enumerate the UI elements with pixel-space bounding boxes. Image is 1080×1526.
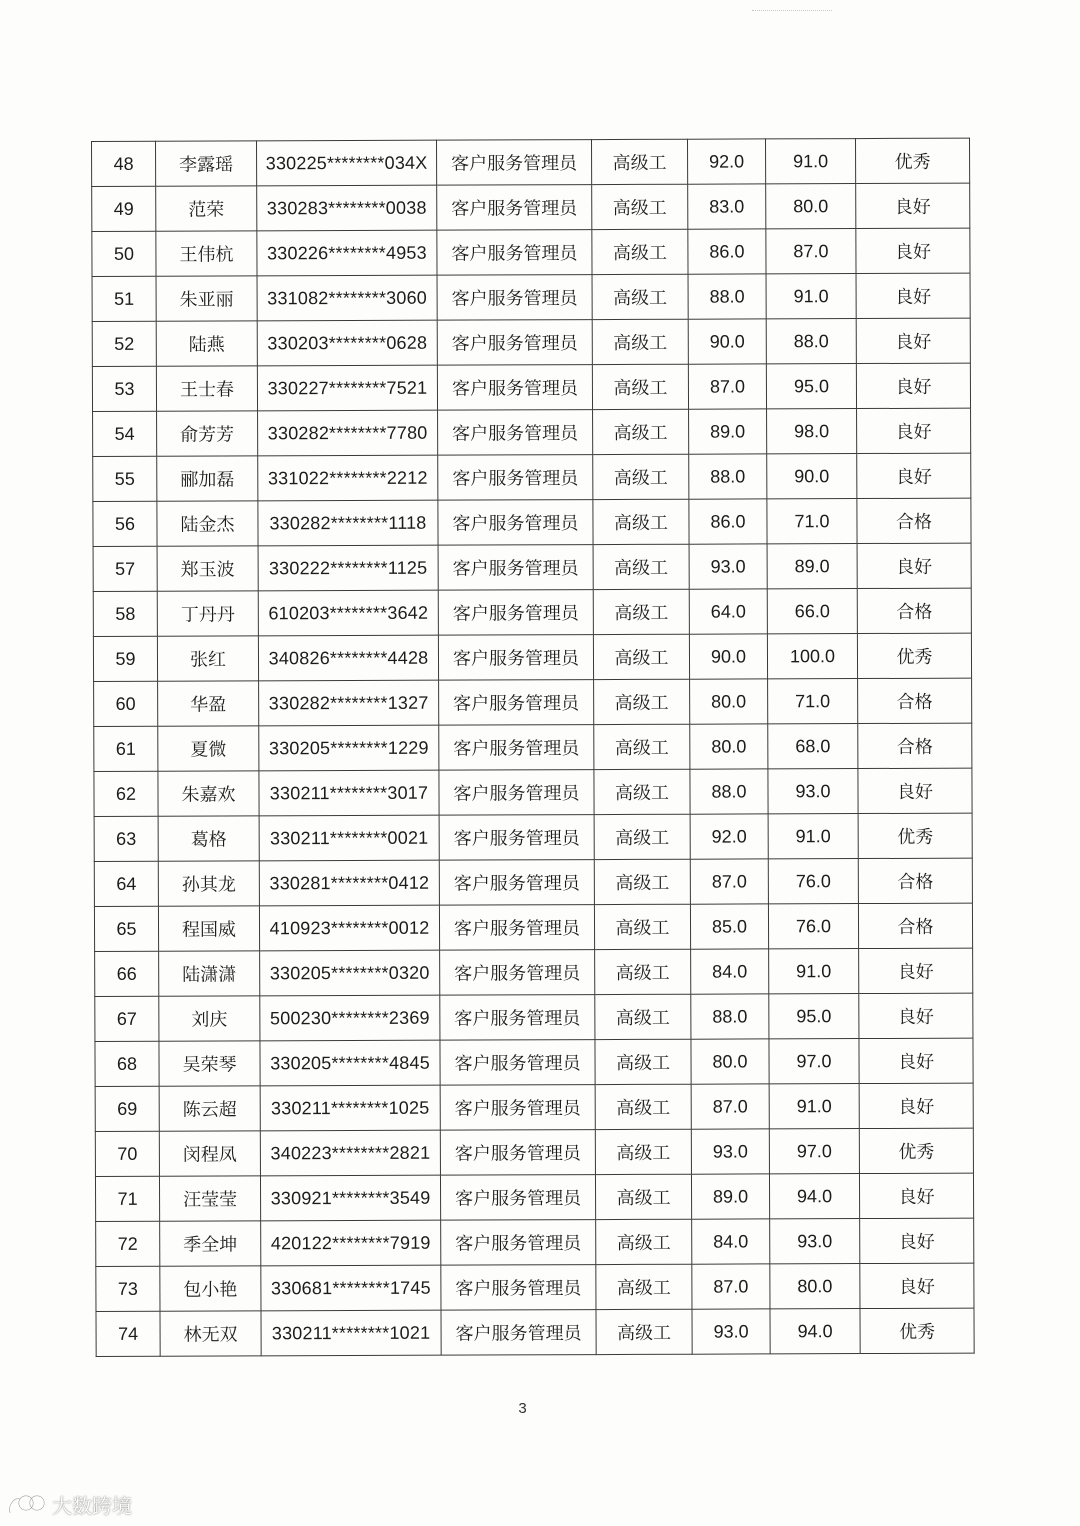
skill-level-cell: 高级工 [592,184,688,229]
name-cell: 范荣 [156,186,257,231]
table-row [94,768,972,816]
occupation-cell: 客户服务管理员 [441,1310,596,1356]
name-cell: 陈云超 [159,1086,260,1131]
practical-score-cell: 80.0 [770,1264,860,1309]
table-row [93,543,971,591]
table-row [95,1083,973,1131]
occupation-cell: 客户服务管理员 [437,185,592,231]
practical-score-cell: 100.0 [767,634,857,679]
name-cell: 包小艳 [160,1266,261,1311]
row-number: 73 [96,1266,160,1311]
theory-score-cell: 83.0 [688,184,766,229]
theory-score-cell: 93.0 [691,1129,769,1174]
row-number: 56 [93,501,157,546]
theory-score-cell: 88.0 [689,454,767,499]
name-cell: 王士春 [156,366,257,411]
grade-cell: 合格 [858,678,972,723]
theory-score-cell: 93.0 [692,1309,770,1354]
id-number-cell: 330203********0628 [257,320,437,366]
theory-score-cell: 86.0 [688,229,766,274]
id-number-cell: 330681********1745 [261,1265,441,1311]
table-row [92,183,970,231]
table-row [93,498,971,546]
grade-cell: 良好 [860,1218,974,1263]
skill-level-cell: 高级工 [595,1129,691,1174]
practical-score-cell: 71.0 [768,679,858,724]
scan-artifact [752,10,832,14]
skill-level-cell: 高级工 [594,769,690,814]
id-number-cell: 340826********4428 [258,635,438,681]
grade-cell: 优秀 [858,813,972,858]
occupation-cell: 客户服务管理员 [440,950,595,996]
row-number: 55 [93,456,157,501]
practical-score-cell: 98.0 [767,409,857,454]
row-number: 66 [95,951,159,996]
practical-score-cell: 95.0 [769,994,859,1039]
practical-score-cell: 97.0 [769,1039,859,1084]
table-row [92,228,970,276]
grade-cell: 良好 [857,453,971,498]
watermark [6,1490,132,1519]
table-row [95,1038,973,1086]
skill-level-cell: 高级工 [592,364,688,409]
skill-level-cell: 高级工 [591,139,687,184]
practical-score-cell: 91.0 [768,814,858,859]
grade-cell: 良好 [859,993,973,1038]
grade-cell: 良好 [856,183,970,228]
row-number: 70 [95,1131,159,1176]
practical-score-cell: 94.0 [770,1309,860,1354]
row-number: 67 [95,996,159,1041]
occupation-cell: 客户服务管理员 [439,815,594,861]
practical-score-cell: 80.0 [766,184,856,229]
grade-cell: 优秀 [859,1128,973,1173]
id-number-cell: 330281********0412 [259,860,439,906]
grade-cell: 良好 [856,228,970,273]
id-number-cell: 330282********1327 [259,680,439,726]
practical-score-cell: 90.0 [767,454,857,499]
theory-score-cell: 87.0 [691,1084,769,1129]
practical-score-cell: 91.0 [766,274,856,319]
practical-score-cell: 95.0 [766,364,856,409]
row-number: 62 [94,771,158,816]
practical-score-cell: 76.0 [768,859,858,904]
id-number-cell: 330211********0021 [259,815,439,861]
row-number: 58 [93,591,157,636]
table-row [95,948,973,996]
name-cell: 俞芳芳 [157,411,258,456]
occupation-cell: 客户服务管理员 [438,500,593,546]
id-number-cell: 330227********7521 [257,365,437,411]
occupation-cell: 客户服务管理员 [440,1130,595,1176]
table-row [95,993,973,1041]
skill-level-cell: 高级工 [594,724,690,769]
id-number-cell: 330921********3549 [260,1175,440,1221]
theory-score-cell: 84.0 [692,1219,770,1264]
practical-score-cell: 97.0 [769,1129,859,1174]
table-row [93,588,971,636]
skill-level-cell: 高级工 [595,1084,691,1129]
logo-mark-icon [6,1491,46,1519]
skill-level-cell: 高级工 [593,499,689,544]
row-number: 50 [92,231,156,276]
grade-cell: 合格 [858,858,972,903]
table-row [93,453,971,501]
occupation-cell: 客户服务管理员 [437,275,592,321]
table-row [92,273,970,321]
id-number-cell: 420122********7919 [261,1220,441,1266]
row-number: 60 [94,681,158,726]
id-number-cell: 330211********1025 [260,1085,440,1131]
theory-score-cell: 87.0 [688,364,766,409]
name-cell: 季全坤 [160,1221,261,1266]
name-cell: 林无双 [160,1311,261,1356]
table-row [92,138,970,186]
skill-level-cell: 高级工 [596,1219,692,1264]
id-number-cell: 340223********2821 [260,1130,440,1176]
id-number-cell: 330205********4845 [260,1040,440,1086]
name-cell: 程国威 [158,906,259,951]
practical-score-cell: 76.0 [768,904,858,949]
skill-level-cell: 高级工 [592,319,688,364]
theory-score-cell: 92.0 [690,814,768,859]
occupation-cell: 客户服务管理员 [436,140,591,186]
grade-cell: 良好 [859,948,973,993]
name-cell: 汪莹莹 [159,1176,260,1221]
theory-score-cell: 90.0 [688,319,766,364]
theory-score-cell: 80.0 [690,679,768,724]
name-cell: 吴荣琴 [159,1041,260,1086]
skill-level-cell: 高级工 [594,904,690,949]
occupation-cell: 客户服务管理员 [439,905,594,951]
table-row [95,1128,973,1176]
row-number: 59 [93,636,157,681]
name-cell: 孙其龙 [158,861,259,906]
row-number: 57 [93,546,157,591]
id-number-cell: 330282********1118 [258,500,438,546]
name-cell: 葛格 [158,816,259,861]
row-number: 53 [92,366,156,411]
occupation-cell: 客户服务管理员 [440,995,595,1041]
row-number: 72 [96,1221,160,1266]
row-number: 65 [94,906,158,951]
id-number-cell: 331022********2212 [258,455,438,501]
grade-cell: 良好 [856,318,970,363]
occupation-cell: 客户服务管理员 [441,1265,596,1311]
id-number-cell: 330225********034X [257,140,437,186]
practical-score-cell: 89.0 [767,544,857,589]
table-row [94,678,972,726]
theory-score-cell: 90.0 [689,634,767,679]
name-cell: 郦加磊 [157,456,258,501]
name-cell: 张红 [157,636,258,681]
id-number-cell: 500230********2369 [260,995,440,1041]
practical-score-cell: 91.0 [765,139,855,184]
skill-level-cell: 高级工 [592,274,688,319]
row-number: 61 [94,726,158,771]
grade-cell: 良好 [856,363,970,408]
occupation-cell: 客户服务管理员 [438,590,593,636]
skill-level-cell: 高级工 [596,1309,692,1354]
table-row [96,1263,974,1311]
table-row [95,1173,973,1221]
occupation-cell: 客户服务管理员 [438,545,593,591]
occupation-cell: 客户服务管理员 [439,680,594,726]
row-number: 63 [94,816,158,861]
skill-level-cell: 高级工 [595,1174,691,1219]
table-row [92,363,970,411]
occupation-cell: 客户服务管理员 [440,1175,595,1221]
theory-score-cell: 85.0 [690,904,768,949]
row-number: 69 [95,1086,159,1131]
skill-level-cell: 高级工 [595,949,691,994]
skill-level-cell: 高级工 [594,814,690,859]
table-row [93,633,971,681]
name-cell: 李露瑶 [156,141,257,186]
grade-cell: 合格 [858,723,972,768]
name-cell: 夏微 [158,726,259,771]
theory-score-cell: 64.0 [689,589,767,634]
score-table-body [92,138,975,1356]
skill-level-cell: 高级工 [595,994,691,1039]
skill-level-cell: 高级工 [596,1264,692,1309]
row-number: 54 [93,411,157,456]
row-number: 52 [92,321,156,366]
practical-score-cell: 71.0 [767,499,857,544]
id-number-cell: 331082********3060 [257,275,437,321]
skill-level-cell: 高级工 [593,634,689,679]
score-table [91,138,975,1357]
row-number: 71 [95,1176,159,1221]
watermark-text: 大数跨境 [52,1494,132,1518]
id-number-cell: 330205********0320 [260,950,440,996]
row-number: 64 [94,861,158,906]
row-number: 51 [92,276,156,321]
id-number-cell: 330222********1125 [258,545,438,591]
id-number-cell: 330205********1229 [259,725,439,771]
occupation-cell: 客户服务管理员 [439,770,594,816]
practical-score-cell: 68.0 [768,724,858,769]
practical-score-cell: 66.0 [767,589,857,634]
theory-score-cell: 89.0 [689,409,767,454]
table-row [92,318,970,366]
table-row [94,813,972,861]
id-number-cell: 610203********3642 [258,590,438,636]
occupation-cell: 客户服务管理员 [439,860,594,906]
table-row [94,903,972,951]
occupation-cell: 客户服务管理员 [438,410,593,456]
practical-score-cell: 87.0 [766,229,856,274]
theory-score-cell: 88.0 [688,274,766,319]
grade-cell: 良好 [859,1083,973,1128]
grade-cell: 良好 [856,273,970,318]
grade-cell: 良好 [859,1173,973,1218]
row-number: 48 [92,141,156,186]
name-cell: 闵程凤 [159,1131,260,1176]
occupation-cell: 客户服务管理员 [438,455,593,501]
page-number: 3 [518,1400,527,1417]
occupation-cell: 客户服务管理员 [441,1220,596,1266]
table-row [94,858,972,906]
occupation-cell: 客户服务管理员 [438,635,593,681]
theory-score-cell: 84.0 [691,949,769,994]
row-number: 68 [95,1041,159,1086]
occupation-cell: 客户服务管理员 [437,230,592,276]
grade-cell: 良好 [857,543,971,588]
grade-cell: 合格 [857,588,971,633]
name-cell: 王伟杭 [156,231,257,276]
grade-cell: 良好 [858,768,972,813]
theory-score-cell: 92.0 [687,139,765,184]
id-number-cell: 330211********1021 [261,1310,441,1356]
occupation-cell: 客户服务管理员 [437,365,592,411]
skill-level-cell: 高级工 [593,589,689,634]
skill-level-cell: 高级工 [594,859,690,904]
grade-cell: 良好 [860,1263,974,1308]
row-number: 74 [96,1311,160,1356]
score-table-container [91,138,975,1357]
name-cell: 华盈 [158,681,259,726]
name-cell: 刘庆 [159,996,260,1041]
skill-level-cell: 高级工 [593,409,689,454]
skill-level-cell: 高级工 [592,229,688,274]
occupation-cell: 客户服务管理员 [440,1040,595,1086]
name-cell: 朱嘉欢 [158,771,259,816]
theory-score-cell: 87.0 [692,1264,770,1309]
occupation-cell: 客户服务管理员 [437,320,592,366]
table-row [93,408,971,456]
skill-level-cell: 高级工 [594,679,690,724]
id-number-cell: 330283********0038 [257,185,437,231]
theory-score-cell: 93.0 [689,544,767,589]
id-number-cell: 410923********0012 [259,905,439,951]
name-cell: 陆金杰 [157,501,258,546]
occupation-cell: 客户服务管理员 [440,1085,595,1131]
id-number-cell: 330282********7780 [258,410,438,456]
practical-score-cell: 94.0 [769,1174,859,1219]
theory-score-cell: 88.0 [691,994,769,1039]
skill-level-cell: 高级工 [593,454,689,499]
grade-cell: 良好 [857,408,971,453]
id-number-cell: 330226********4953 [257,230,437,276]
table-row [94,723,972,771]
practical-score-cell: 93.0 [770,1219,860,1264]
theory-score-cell: 80.0 [690,724,768,769]
name-cell: 陆潇潇 [159,951,260,996]
name-cell: 陆燕 [156,321,257,366]
name-cell: 朱亚丽 [156,276,257,321]
theory-score-cell: 89.0 [691,1174,769,1219]
theory-score-cell: 88.0 [690,769,768,814]
practical-score-cell: 88.0 [766,319,856,364]
occupation-cell: 客户服务管理员 [439,725,594,771]
practical-score-cell: 91.0 [769,949,859,994]
theory-score-cell: 87.0 [690,859,768,904]
id-number-cell: 330211********3017 [259,770,439,816]
skill-level-cell: 高级工 [593,544,689,589]
theory-score-cell: 86.0 [689,499,767,544]
table-row [96,1218,974,1266]
grade-cell: 优秀 [857,633,971,678]
skill-level-cell: 高级工 [595,1039,691,1084]
name-cell: 丁丹丹 [157,591,258,636]
table-row [96,1308,974,1356]
grade-cell: 合格 [858,903,972,948]
practical-score-cell: 93.0 [768,769,858,814]
grade-cell: 优秀 [860,1308,974,1353]
practical-score-cell: 91.0 [769,1084,859,1129]
grade-cell: 优秀 [855,138,969,183]
grade-cell: 良好 [859,1038,973,1083]
row-number: 49 [92,186,156,231]
grade-cell: 合格 [857,498,971,543]
name-cell: 郑玉波 [157,546,258,591]
theory-score-cell: 80.0 [691,1039,769,1084]
